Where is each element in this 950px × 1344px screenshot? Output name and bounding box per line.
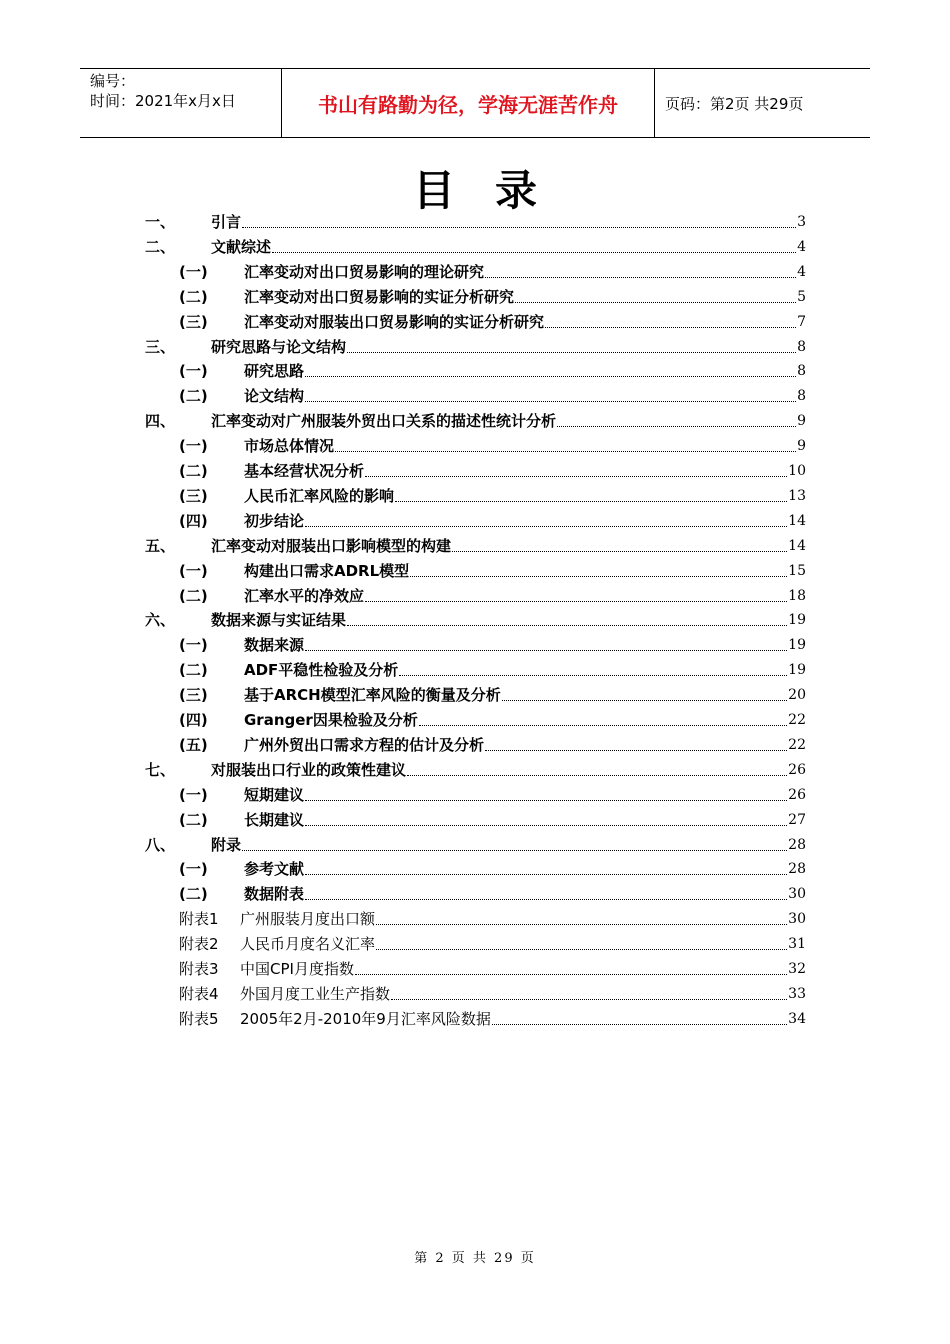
toc-entry-title: 论文结构 <box>244 387 305 406</box>
toc-entry-title: 中国CPI月度指数 <box>240 960 354 978</box>
toc-entry-page: 14 <box>788 537 806 554</box>
toc-entry-page: 32 <box>788 961 806 977</box>
header-page-label: 页码：第2页 共29页 <box>665 94 804 113</box>
toc-leader-dots <box>305 825 787 826</box>
toc-entry-number: (一) <box>179 262 208 281</box>
toc-entry-page: 28 <box>788 861 806 878</box>
toc-entry-title: 市场总体情况 <box>244 437 335 456</box>
toc-entry-number: (三) <box>179 486 208 505</box>
toc-leader-dots <box>410 576 787 577</box>
toc-entry-title: 研究思路与论文结构 <box>211 337 347 356</box>
toc-entry[interactable] <box>179 880 806 904</box>
toc-entry-number: (二) <box>179 287 208 306</box>
toc-entry-number: 附表4 <box>179 984 219 1003</box>
toc-leader-dots <box>242 850 787 851</box>
toc-entry-title: 广州服装月度出口额 <box>240 910 376 929</box>
toc-entry-page: 8 <box>797 388 806 405</box>
toc-leader-dots <box>335 451 796 452</box>
toc-entry-title: 基于ARCH模型汇率风险的衡量及分析 <box>244 686 501 705</box>
toc-entry[interactable] <box>145 208 806 232</box>
toc-entry-title: 引言 <box>211 213 242 231</box>
toc-entry-page: 27 <box>788 811 806 828</box>
toc-entry[interactable] <box>179 930 806 954</box>
toc-entry-title: 数据附表 <box>244 885 305 904</box>
toc-entry-number: (三) <box>179 686 208 705</box>
toc-entry[interactable] <box>179 507 806 531</box>
toc-leader-dots <box>399 675 787 676</box>
toc-entry-page: 34 <box>788 1010 806 1027</box>
toc-leader-dots <box>305 874 787 875</box>
code-label: 编号： <box>90 72 136 90</box>
toc-entry-page: 22 <box>788 736 806 753</box>
document-header <box>80 68 870 138</box>
toc-entry-page: 30 <box>788 911 806 928</box>
toc-entry-page: 19 <box>788 662 806 679</box>
toc-leader-dots <box>272 252 796 253</box>
toc-entry[interactable] <box>179 905 806 929</box>
toc-entry[interactable] <box>179 631 806 655</box>
toc-entry-title: Granger因果检验及分析 <box>244 711 418 729</box>
toc-leader-dots <box>376 949 787 950</box>
toc-entry[interactable] <box>179 781 806 805</box>
toc-leader-dots <box>545 327 796 328</box>
toc-entry-page: 4 <box>797 238 806 255</box>
toc-entry-title: 汇率变动对出口贸易影响的实证分析研究 <box>244 287 515 306</box>
toc-entry-number: (一) <box>179 362 208 381</box>
toc-entry-number: 三、 <box>145 337 176 356</box>
toc-entry-number: 附表3 <box>179 960 219 978</box>
toc-leader-dots <box>515 302 796 303</box>
toc-entry-number: 六、 <box>145 611 176 630</box>
toc-entry-number: (四) <box>179 511 208 530</box>
toc-entry-number: (四) <box>179 711 208 729</box>
toc-entry[interactable] <box>145 606 806 630</box>
toc-entry-page: 8 <box>797 338 806 355</box>
toc-leader-dots <box>452 551 787 552</box>
toc-entry-number: (二) <box>179 586 208 605</box>
toc-entry[interactable] <box>145 333 806 357</box>
toc-entry-page: 13 <box>788 487 806 504</box>
header-motto: 书山有路勤为径，学海无涯苦作舟 <box>282 69 655 137</box>
toc-leader-dots <box>365 601 787 602</box>
toc-leader-dots <box>391 999 787 1000</box>
toc-entry-page: 33 <box>788 985 806 1002</box>
toc-entry[interactable] <box>179 656 806 680</box>
toc-leader-dots <box>485 750 787 751</box>
toc-entry-number: 七、 <box>145 760 176 779</box>
toc-entry-title: 人民币月度名义汇率 <box>240 935 376 954</box>
toc-entry-title: 数据来源 <box>244 636 305 655</box>
toc-entry-number: (一) <box>179 437 208 456</box>
toc-entry-title: 构建出口需求ADRL模型 <box>244 561 410 580</box>
toc-leader-dots <box>355 974 787 975</box>
toc-entry[interactable] <box>145 831 806 855</box>
toc-entry[interactable] <box>179 382 806 406</box>
toc-entry-page: 7 <box>797 313 806 330</box>
toc-entry-title: 外国月度工业生产指数 <box>240 984 391 1003</box>
toc-entry[interactable] <box>179 258 806 282</box>
toc-leader-dots <box>305 376 796 377</box>
toc-entry-title: 长期建议 <box>244 810 305 829</box>
toc-entry-page: 8 <box>797 363 806 380</box>
toc-entry-title: 初步结论 <box>244 511 305 530</box>
toc-entry[interactable] <box>179 731 806 755</box>
toc-entry[interactable] <box>145 233 806 257</box>
toc-entry[interactable] <box>179 482 806 506</box>
toc-entry[interactable] <box>179 557 806 581</box>
toc-leader-dots <box>365 476 787 477</box>
toc-entry-number: 附表2 <box>179 935 219 954</box>
toc-entry[interactable] <box>179 955 806 979</box>
toc-entry-title: 人民币汇率风险的影响 <box>244 486 395 505</box>
toc-entry[interactable] <box>179 308 806 332</box>
toc-entry-title: 短期建议 <box>244 785 305 804</box>
toc-entry-number: (一) <box>179 561 208 580</box>
toc-entry-page: 26 <box>788 786 806 803</box>
toc-entry-title: 汇率变动对广州服装外贸出口关系的描述性统计分析 <box>211 412 557 431</box>
toc-entry-page: 5 <box>797 288 806 305</box>
toc-entry-page: 26 <box>788 761 806 778</box>
toc-entry-number: (二) <box>179 387 208 406</box>
toc-entry-page: 20 <box>788 687 806 704</box>
toc-leader-dots <box>557 426 796 427</box>
toc-entry-page: 30 <box>788 886 806 903</box>
toc-entry[interactable] <box>179 457 806 481</box>
toc-entry-page: 14 <box>788 512 806 529</box>
toc-entry-number: (二) <box>179 810 208 829</box>
toc-leader-dots <box>419 725 787 726</box>
toc-entry-title: 汇率水平的净效应 <box>244 586 365 605</box>
toc-entry-page: 10 <box>788 463 806 479</box>
toc-entry-title: 广州外贸出口需求方程的估计及分析 <box>244 735 485 754</box>
toc-entry-number: (五) <box>179 735 208 754</box>
toc-entry-number: (二) <box>179 661 208 680</box>
toc-entry-title: 对服装出口行业的政策性建议 <box>211 760 407 779</box>
toc-entry-page: 15 <box>788 562 806 579</box>
toc-entry-number: (三) <box>179 312 208 331</box>
toc-entry[interactable] <box>179 980 806 1004</box>
toc-entry-number: (一) <box>179 860 208 879</box>
toc-entry-title: 汇率变动对服装出口影响模型的构建 <box>211 536 452 555</box>
toc-leader-dots <box>395 501 787 502</box>
toc-entry-page: 18 <box>788 587 806 604</box>
toc-entry-page: 4 <box>797 263 806 280</box>
toc-leader-dots <box>305 800 787 801</box>
toc-entry[interactable] <box>145 756 806 780</box>
toc-entry-title: 参考文献 <box>244 860 305 879</box>
toc-entry-title: 研究思路 <box>244 362 305 381</box>
toc-entry[interactable] <box>179 432 806 456</box>
toc-leader-dots <box>502 700 787 701</box>
toc-entry[interactable] <box>179 283 806 307</box>
toc-entry-page: 19 <box>788 612 806 629</box>
toc-entry-page: 28 <box>788 836 806 853</box>
toc-entry-number: 一、 <box>145 213 176 231</box>
toc-entry-number: 二、 <box>145 237 176 256</box>
toc-entry-page: 9 <box>797 438 806 455</box>
toc-entry-number: 五、 <box>145 536 176 555</box>
toc-entry-title: 附录 <box>211 835 242 854</box>
toc-entry-page: 3 <box>797 214 806 230</box>
toc-entry-title: 数据来源与实证结果 <box>211 611 347 630</box>
toc-entry-number: 附表1 <box>179 910 219 929</box>
toc-entry-number: 附表5 <box>179 1009 219 1028</box>
toc-entry-title: 汇率变动对服装出口贸易影响的实证分析研究 <box>244 312 545 331</box>
header-meta-cell <box>80 69 282 137</box>
toc-entry[interactable] <box>179 1005 806 1029</box>
toc-entry-number: (一) <box>179 636 208 655</box>
toc-entry-page: 22 <box>788 712 806 728</box>
toc-entry-number: 四、 <box>145 412 176 431</box>
toc-entry-number: (二) <box>179 462 208 480</box>
toc-entry[interactable] <box>145 407 806 431</box>
toc-entry[interactable] <box>145 532 806 556</box>
toc-entry[interactable] <box>179 357 806 381</box>
toc-leader-dots <box>347 625 787 626</box>
toc-leader-dots <box>376 924 787 925</box>
toc-entry[interactable] <box>179 582 806 606</box>
toc-leader-dots <box>485 277 796 278</box>
page-footer: 第 2 页 共 29 页 <box>414 1251 536 1266</box>
toc-leader-dots <box>347 352 796 353</box>
toc-entry-title: 文献综述 <box>211 237 272 256</box>
toc-leader-dots <box>242 227 796 228</box>
time-label: 时间：2021年x月x日 <box>90 92 236 110</box>
toc-entry-number: (一) <box>179 785 208 804</box>
toc-entry-page: 9 <box>797 413 806 430</box>
toc-leader-dots <box>305 401 796 402</box>
toc-entry-title: ADF平稳性检验及分析 <box>244 661 399 680</box>
toc-leader-dots <box>492 1024 787 1025</box>
toc-leader-dots <box>407 775 787 776</box>
toc-leader-dots <box>305 899 787 900</box>
toc-entry-title: 基本经营状况分析 <box>244 462 365 480</box>
toc-entry[interactable] <box>179 806 806 830</box>
toc-entry-number: 八、 <box>145 835 176 854</box>
toc-entry-number: (二) <box>179 885 208 904</box>
toc-leader-dots <box>305 526 787 527</box>
toc-entry-title: 2005年2月-2010年9月汇率风险数据 <box>240 1009 491 1028</box>
toc-entry-page: 31 <box>788 936 806 953</box>
page-title: 目录 <box>412 166 577 215</box>
toc-entry-title: 汇率变动对出口贸易影响的理论研究 <box>244 262 485 281</box>
toc-entry[interactable] <box>179 855 806 879</box>
toc-entry[interactable] <box>179 681 806 705</box>
toc-entry[interactable] <box>179 706 806 730</box>
toc-leader-dots <box>305 650 787 651</box>
toc-entry-page: 19 <box>788 637 806 654</box>
